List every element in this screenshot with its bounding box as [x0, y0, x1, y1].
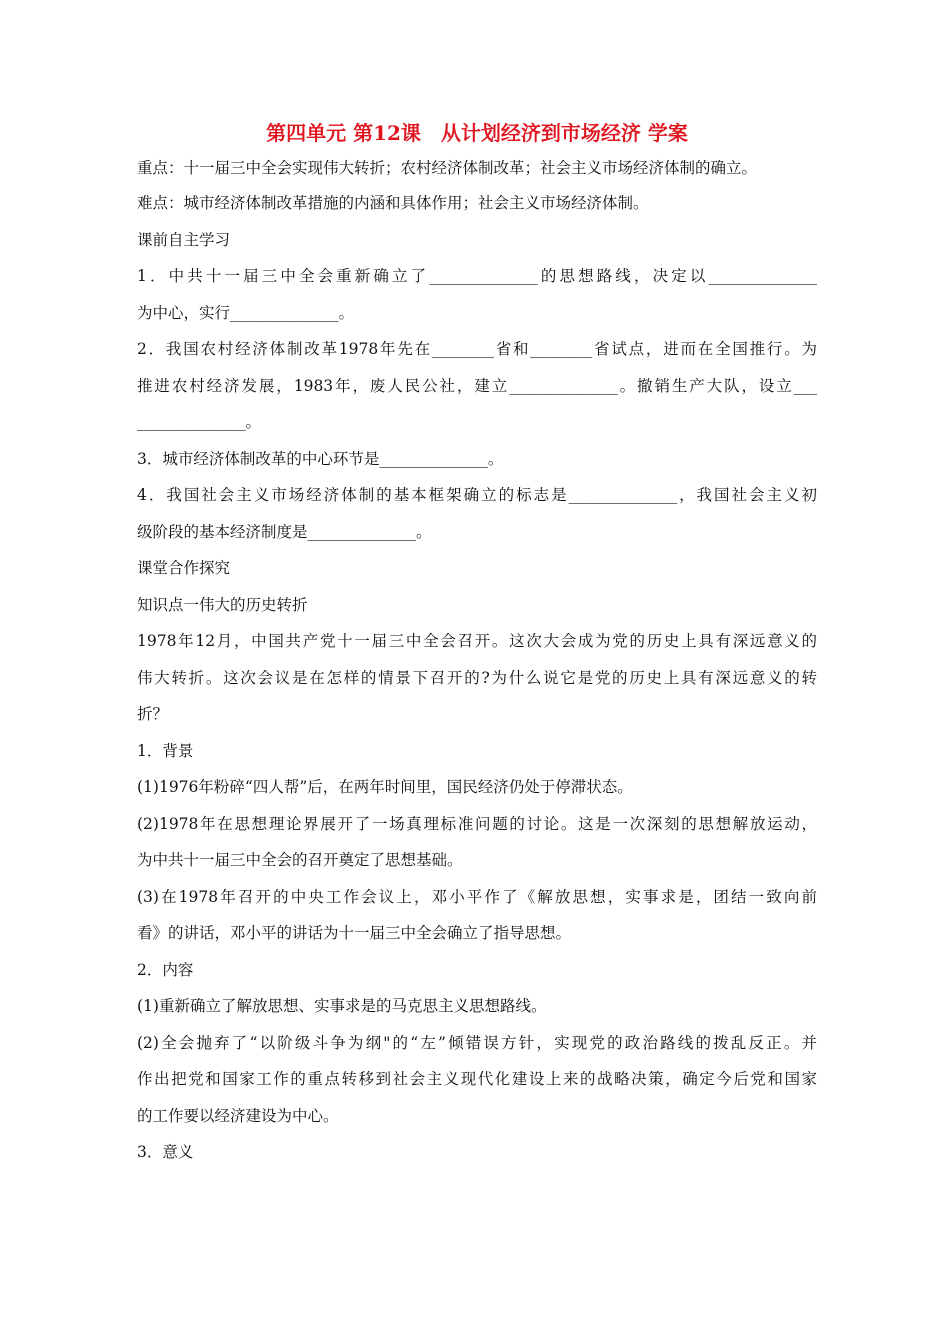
document-title: 第四单元 第12课 从计划经济到市场经济 学案 [266, 121, 688, 145]
knowledge-point-heading: 知识点一伟大的历史转折 [137, 595, 308, 614]
question-2-line-1: 2．我国农村经济体制改革1978年先在________省和________省试点，进而在全国推行。为 [137, 340, 817, 358]
key-points-line: 重点：十一届三中全会实现伟大转折；农村经济体制改革；社会主义市场经济体制的确立。 [137, 159, 758, 177]
content-heading: 2．内容 [137, 960, 194, 979]
document-page [137, 118, 817, 1171]
content-item-2-line-2: 作出把党和国家工作的重点转移到社会主义现代化建设上来的战略决策，确定今后党和国家 [137, 1070, 817, 1088]
intro-paragraph-line-1: 1978年12月，中国共产党十一届三中全会召开。这次大会成为党的历史上具有深远意义的 [137, 632, 817, 650]
difficult-points-line: 难点：城市经济体制改革措施的内涵和具体作用；社会主义市场经济体制。 [137, 194, 649, 212]
content-item-2-line-1: (2)全会抛弃了“以阶级斗争为纲"的“左”倾错误方针，实现党的政治路线的拨乱反正。并 [137, 1033, 817, 1052]
intro-paragraph-line-3: 折？ [137, 705, 169, 723]
background-heading: 1．背景 [137, 741, 194, 760]
background-item-1: (1)1976年粉碎“四人帮”后，在两年时间里，国民经济仍处于停滞状态。 [137, 778, 633, 796]
section-heading-preview: 课前自主学习 [137, 230, 231, 249]
question-1-line-1: 1．中共十一届三中全会重新确立了______________的思想路线，决定以______________ [137, 267, 817, 285]
question-3-line: 3．城市经济体制改革的中心环节是______________。 [137, 449, 504, 468]
question-2-line-2: 推进农村经济发展，1983年，废人民公社，建立______________。撤销生产大队，设立___ [137, 376, 817, 395]
content-item-2-line-3: 的工作要以经济建设为中心。 [137, 1106, 339, 1125]
intro-paragraph-line-2: 伟大转折。这次会议是在怎样的情景下召开的?为什么说它是党的历史上具有深远意义的转 [137, 668, 817, 687]
background-item-2-line-1: (2)1978年在思想理论界展开了一场真理标准问题的讨论。这是一次深刻的思想解放运动， [137, 814, 817, 833]
section-heading-classroom: 课堂合作探究 [137, 559, 231, 577]
content-item-1: (1)重新确立了解放思想、实事求是的马克思主义思想路线。 [137, 997, 547, 1015]
background-item-3-line-2: 看》的讲话，邓小平的讲话为十一届三中全会确立了指导思想。 [137, 924, 572, 942]
background-item-3-line-1: (3)在1978年召开的中央工作会议上，邓小平作了《解放思想，实事求是，团结一致向前 [137, 887, 817, 906]
question-1-line-2: 为中心，实行______________。 [137, 303, 355, 322]
significance-heading: 3．意义 [137, 1143, 194, 1161]
question-4-line-1: 4．我国社会主义市场经济体制的基本框架确立的标志是______________，我国社会主义初 [137, 486, 817, 504]
background-item-2-line-2: 为中共十一届三中全会的召开奠定了思想基础。 [137, 851, 463, 869]
question-2-line-3: ______________。 [137, 413, 262, 431]
question-4-line-2: 级阶段的基本经济制度是______________。 [137, 522, 432, 541]
